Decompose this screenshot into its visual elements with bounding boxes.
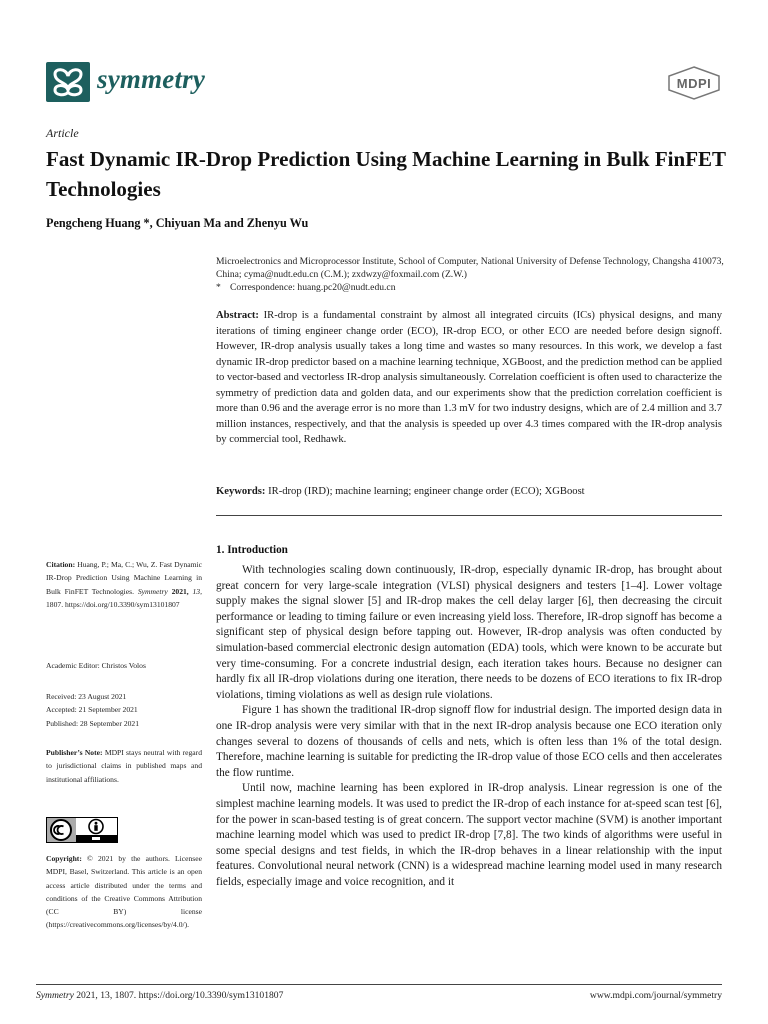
copyright-label: Copyright: <box>46 854 82 863</box>
body-paragraph: With technologies scaling down continuously, IR-drop, especially dynamic IR-drop, has brought about great concern for very large-scale integration (VLSI) physical designers and testers [1–4]. Lower voltage supply makes the signal slower [5] and IR-drop makes the cell delay larger [6], then decreasing the circuit performance or leading to timing failure or even increasing yield loss. Therefore, IR-drop signoff has become a significant step of physical design before tapping out. However, IR-drop analysis was often conducted by simulation-based commercial electronic design automation (EDA) tools, which were known to be accurate but very time-consuming. For a concrete industrial design, each iteration takes hours. Because no designer can hardly fix all IR-drop violations during one iteration, there needs to be dozens of ECO iterations to fix IR-drop violations, timing violations as well as design rule violations. <box>216 564 722 701</box>
section-heading: 1. Introduction <box>216 544 288 556</box>
citation-label: Citation: <box>46 560 76 569</box>
academic-editor: Academic Editor: Christos Volos <box>46 661 146 670</box>
journal-name: symmetry <box>97 64 206 94</box>
citation-block <box>46 558 202 611</box>
publisher-note <box>46 746 202 786</box>
citation-year: 2021, <box>171 586 189 596</box>
abstract <box>216 308 722 448</box>
copyright-text: © 2021 by the authors. Licensee MDPI, Basel, Switzerland. This article is an open access article distributed under the terms and conditions of the Creative Commons Attribution (CC BY) license (https://creativecommons.org/licenses/by/4.0/). <box>46 854 202 930</box>
mdpi-logo-label: MDPI <box>676 76 712 91</box>
footer-divider <box>36 984 722 985</box>
received-date: Received: 23 August 2021 <box>46 692 127 701</box>
correspondence-text: Correspondence: huang.pc20@nudt.edu.cn <box>230 282 396 293</box>
author-list: Pengcheng Huang *, Chiyuan Ma and Zhenyu Wu <box>46 216 309 230</box>
footer-url[interactable]: www.mdpi.com/journal/symmetry <box>589 990 722 1001</box>
affiliation: Microelectronics and Microprocessor Institute, School of Computer, National University of Defense Technology, Changsha 410073, China; cyma@nudt.edu.cn (C.M.); zxdwzy@foxmail.com (Z.W.) <box>216 256 724 280</box>
mdpi-logo-icon <box>668 66 720 100</box>
citation-doi[interactable]: 1807. https://doi.org/10.3390/sym13101807 <box>46 599 180 609</box>
correspondence-mark: * <box>216 282 221 293</box>
accepted-date: Accepted: 21 September 2021 <box>46 705 138 715</box>
body-paragraph: Figure 1 has shown the traditional IR-drop signoff flow for industrial design. The imported design data in one IR-drop analysis were very similar with that in the next IR-drop analysis because one ECO iteration only changes several to dozens of thousands of cells and nets, which is often less than 1% of the total design. Therefore, machine learning is suitable for predicting the IR-drop value of those ECO cells and then accelerates the flow runtime. <box>216 704 722 779</box>
keywords-label: Keywords: <box>216 486 266 497</box>
cc-by-icon[interactable] <box>46 817 118 843</box>
citation-volume: 13, <box>192 586 202 596</box>
body-text <box>216 563 722 890</box>
keywords-text: IR-drop (IRD); machine learning; engineer change order (ECO); XGBoost <box>268 486 585 497</box>
journal-logo-icon <box>46 62 90 102</box>
abstract-label: Abstract: <box>216 310 259 321</box>
publisher-note-text: MDPI stays neutral with regard to jurisdictional claims in published maps and institutional affiliations. <box>46 748 203 784</box>
article-type: Article <box>46 126 79 140</box>
published-date: Published: 28 September 2021 <box>46 718 140 728</box>
footer-citation-text[interactable]: 2021, 13, 1807. https://doi.org/10.3390/sym13101807 <box>76 990 284 1001</box>
body-paragraph: Until now, machine learning has been explored in IR-drop analysis. Linear regression is one of the simplest machine learning models. It was used to predict the IR-drop of each instance for at-speed scan test [6], for the power in scan-based testing is of great concern. The support vector machine (SVM) is another important machine learning model which was used to predict IR-drop [7,8]. The two kinds of algorithms were useful in some special designs and test fields, in which the IR-drop behaves in a linear relationship with the input features. Convolutional neural network (CNN) is a widespread machine learning model used in many research fields, especially image and voice recognition, and it <box>216 782 722 888</box>
article-title: Fast Dynamic IR-Drop Prediction Using Machine Learning in Bulk FinFET Technologies <box>46 147 726 201</box>
publisher-note-label: Publisher’s Note: <box>46 748 103 757</box>
citation-text: Huang, P.; Ma, C.; Wu, Z. Fast Dynamic IR-Drop Prediction Using Machine Learning in Bulk FinFET Technologies. <box>46 560 202 596</box>
citation-journal: Symmetry <box>137 586 168 596</box>
copyright-block <box>46 852 202 932</box>
correspondence <box>216 281 726 294</box>
footer-citation <box>36 990 283 1001</box>
abstract-text: IR-drop is a fundamental constraint by almost all integrated circuits (ICs) physical designs, and many iterations of timing engineer change order (ECO), IR-drop ECO, or other ECO are needed before design signoff. However, IR-drop analysis usually takes a long time and wastes so many resources. In this work, we develop a fast dynamic IR-drop predictor based on a machine learning technique, XGBoost, and the prediction method can be applied to vector-based and vectorless IR-drop analysis simultaneously. Correlation coefficient is often used to characterize the symmetry of prediction data and golden data, and our experiments show that the prediction correlation coefficient is more than 0.96 and the average error is no more than 1.3 mV for two industry designs, which are of 2.4 million and 3.7 million instances, respectively, and that the analysis is speeded up over 4.3 times compared with the IR-drop analysis by commercial tool, Redhawk. <box>216 310 722 445</box>
dates-block <box>46 690 202 730</box>
abstract-divider <box>216 515 722 516</box>
footer-journal: Symmetry <box>36 990 74 1001</box>
keywords <box>216 484 722 500</box>
